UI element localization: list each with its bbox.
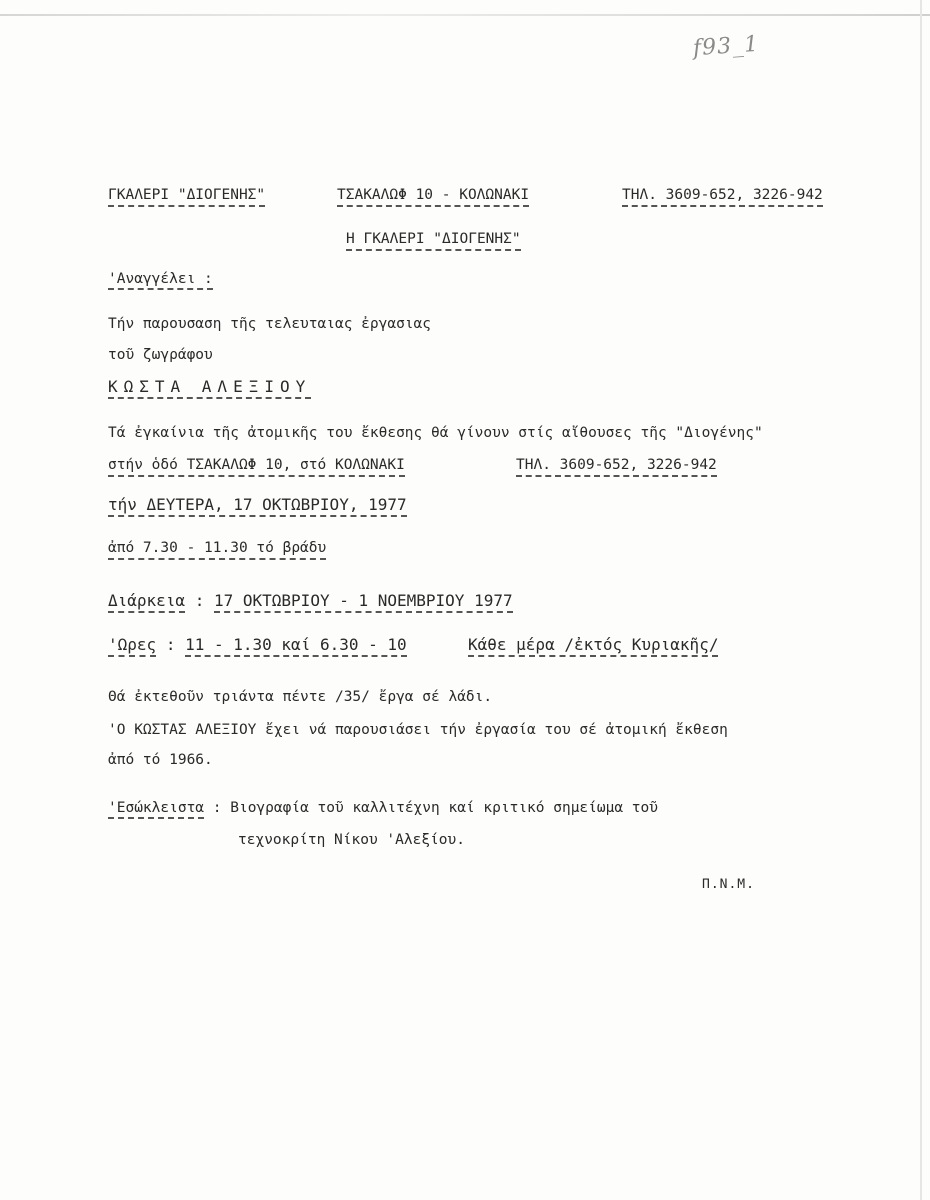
enclosed-line-1: Βιογραφία τοῦ καλλιτέχνη καί κριτικό σημείωμα τοῦ xyxy=(230,800,658,816)
hours-row xyxy=(108,636,407,654)
duration-label: Διάρκεια xyxy=(108,591,185,613)
header-phone: ΤΗΛ. 3609-652, 3226-942 xyxy=(622,186,823,207)
document-title: Η ΓΚΑΛΕΡΙ "ΔΙΟΓΕΝΗΣ" xyxy=(346,230,521,251)
duration-separator: : xyxy=(194,591,205,610)
opening-date: τήν ΔΕΥΤΕΡΑ, 17 ΟΚΤΩΒΡΙΟΥ, 1977 xyxy=(108,496,407,517)
hours-days: Κάθε μέρα /ἐκτός Κυριακῆς/ xyxy=(468,636,718,657)
opening-street: στήν ὁδό ΤΣΑΚΑΛΩΦ 10, στό ΚΟΛΩΝΑΚΙ xyxy=(108,456,405,477)
handwritten-note: f93_1 xyxy=(692,31,760,62)
announces-label-text: 'Αναγγέλει : xyxy=(108,271,213,290)
signature-initials: Π.Ν.Μ. xyxy=(702,877,755,892)
paper-edge-top xyxy=(0,14,930,16)
opening-line: Τά ἐγκαίνια τῆς ἀτομικῆς του ἔκθεσης θά γίνουν στίς αἴθουσες τῆς "Διογένης" xyxy=(108,425,763,441)
body-line-1: Θά ἐκτεθοῦν τριάντα πέντε /35/ ἔργα σέ λάδι. xyxy=(108,689,493,705)
enclosed-line-2: τεχνοκρίτη Νίκου 'Αλεξίου. xyxy=(238,832,465,848)
enclosed-row xyxy=(108,799,658,817)
body-line-3: ἀπό τό 1966. xyxy=(108,752,213,768)
paper-edge-right xyxy=(920,0,922,1200)
enclosed-label: 'Εσώκλειστα xyxy=(108,800,204,819)
duration-row xyxy=(108,592,513,610)
header-gallery-name: ΓΚΑΛΕΡΙ "ΔΙΟΓΕΝΗΣ" xyxy=(108,186,265,207)
header-address: ΤΣΑΚΑΛΩΦ 10 - ΚΟΛΩΝΑΚΙ xyxy=(337,186,529,207)
duration-value: 17 ΟΚΤΩΒΡΙΟΥ - 1 ΝΟΕΜΒΡΙΟΥ 1977 xyxy=(214,591,513,613)
announces-label xyxy=(108,270,213,288)
enclosed-separator: : xyxy=(212,800,222,816)
opening-time: ἀπό 7.30 - 11.30 τό βράδυ xyxy=(108,539,326,560)
painter-name: ΚΩΣΤΑ ΑΛΕΞΙΟΥ xyxy=(108,378,311,399)
opening-phone: ΤΗΛ. 3609-652, 3226-942 xyxy=(516,456,717,477)
hours-value: 11 - 1.30 καί 6.30 - 10 xyxy=(185,635,407,657)
hours-separator: : xyxy=(165,635,176,654)
intro-line-2: τοῦ ζωγράφου xyxy=(108,347,213,363)
body-line-2: 'Ο ΚΩΣΤΑΣ ΑΛΕΞΙΟΥ ἔχει νά παρουσιάσει τήν ἐργασία του σέ ἀτομική ἔκθεση xyxy=(108,722,728,738)
hours-label: 'Ωρες xyxy=(108,635,156,657)
intro-line-1: Τήν παρουσαση τῆς τελευταιας ἐργασιας xyxy=(108,316,432,332)
